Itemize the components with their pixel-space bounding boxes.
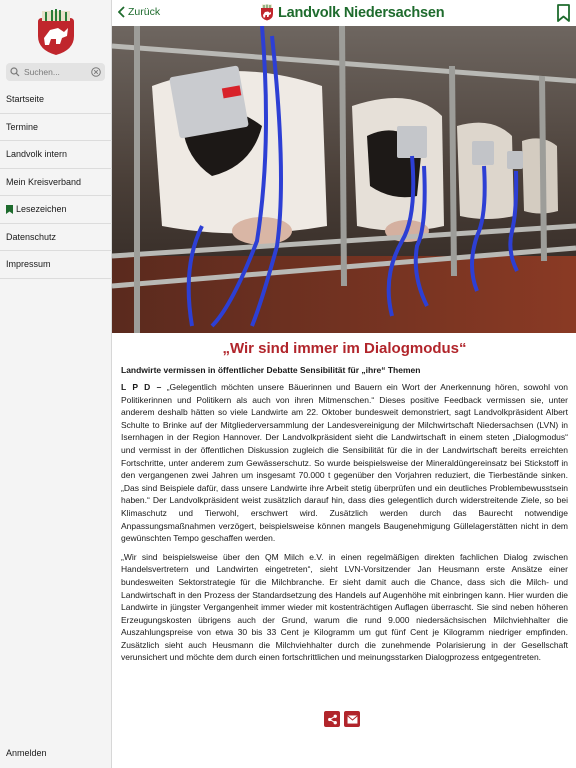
search-bar[interactable] [6,63,105,81]
top-bar [112,0,576,26]
sidebar-nav [0,86,112,279]
sidebar-item-mein-kreisverband[interactable] [0,169,112,197]
mail-icon [347,715,358,724]
brand [260,4,444,21]
clear-icon[interactable] [91,67,101,77]
sidebar-item-lesezeichen[interactable] [0,196,112,224]
sidebar-item-startseite[interactable] [0,86,112,114]
sidebar-item-label: Landvolk intern [6,149,68,160]
sidebar-item-label: Datenschutz [6,231,57,242]
brand-title: Landvolk Niedersachsen [278,4,445,21]
share-icon [327,714,338,725]
sidebar [0,0,112,768]
article-subtitle: Landwirte vermissen in öffentlicher Debatte Sensibilität für „ihre“ Themen [121,365,421,375]
back-chevron-icon [118,6,125,18]
article-actions [324,711,360,727]
article-paragraph [121,381,568,545]
hero-image [112,26,576,333]
login-link[interactable]: Anmelden [6,748,47,758]
search-input[interactable] [24,67,86,77]
share-button[interactable] [324,711,340,727]
sidebar-item-label: Termine [6,121,39,132]
sidebar-item-datenschutz[interactable] [0,224,112,252]
sidebar-item-impressum[interactable] [0,251,112,279]
back-button[interactable] [118,6,160,18]
sidebar-item-termine[interactable] [0,114,112,142]
search-icon [10,67,20,77]
article-paragraph: „Wir sind beispielsweise über den QM Milch e.V. in einen regelmäßigen direkten fachlichen Dialog zwischen Handelsvertretern und Landwirten eingetreten“, sieht LVN-Vorsitzender Jan Heusmann erste Ansätze einer bundesweiten Sektorstrategie für die Milchbranche. Er sieht damit auch die Chance, dass sich die Milch- und Landwirtschaft in den Prozess der Standardsetzung des Handels auf Augenhöhe mit einbringen kann. Hier wurden die Landwirte in jüngster Vergangenheit immer wieder mit kostenträchtigen Auflagen überrascht. Sie sind neben höheren Erzeugungskosten übrigens auch der Grund, warum die rund 9.000 niedersächsischen Milchviehhalter die Auszahlungspreise von etwa 30 bis 33 Cent je Kilogramm um gut fünf Cent je Kilogramm niedriger empfinden. Zusätzlich sieht auch Heusmann die Milchviehhalter durch die zunehmende Polarisierung in der Gesellschaft verunsichert und möchte dem durch einen fortschrittlichen und meinungsstarken Dialogprozess entgegentreten. [121,551,568,663]
brand-logo-icon [260,4,274,21]
article-title: „Wir sind immer im Dialogmodus“ [222,340,467,357]
sidebar-item-label: Mein Kreisverband [6,176,82,187]
mail-button[interactable] [344,711,360,727]
sidebar-item-label: Lesezeichen [16,204,67,215]
sidebar-item-label: Impressum [6,259,51,270]
sidebar-item-landvolk-intern[interactable] [0,141,112,169]
article-lead: L P D – [121,382,163,392]
bookmark-icon [6,205,13,214]
article-paragraph-text: „Gelegentlich möchten unsere Bäuerinnen und Bauern ein Wort der Anerkennung hören, sowohl von Politikerinnen und Politikern als auch von ihren Mitmenschen.“ Dieses positive Feedback vermissen sie, unter anderem deshalb hätten so viele Landwirte am 22. Oktober bundesweit demonstriert, sagt Landvolkpräsident Albert Schulte to Brinke auf der Mitgliederversammlung der Landesvereinigung der Milchwirtschaft Niedersachsen (LVN) in Isernhagen in der Region Hannover. Der Landvolkpräsident sieht die Landwirtschaft in einem steten „Dialogmodus“ und vermisst in der öffentlichen Diskussion zugleich die Sensibilität für die in der Landwirtschaft bereits erreichten Fortschritte, unter anderem zum Gewässerschutz. So wurde beispielsweise der Mineraldüngereinsatz bei Stickstoff in den vergangenen zwei Jahren um insgesamt 70.000 t gegenüber den Vorjahren reduziert, die Tierbestände sinken. „Das sind Beispiele dafür, dass unsere Landwirte ihre Arbeit stetig überprüfen und ein deutliches Problembewusstsein haben.“ Der Landvolkpräsident weist zusätzlich darauf hin, dass dies gelegentlich durch widerstreitende Ziele, so bei Klimaschutz und Tierwohl, erschwert wird. Zusätzlich werden durch das Baurecht notwendige Anpassungsmaßnahmen verzögert, beispielsweise können mangels Baugenehmigung Güllelagerstätten nicht in dem gewünschten Tempo geschaffen werden. [121,382,568,544]
article [121,340,568,670]
bookmark-icon[interactable] [557,4,570,22]
back-label: Zurück [128,6,161,18]
logo-icon[interactable] [34,8,78,56]
sidebar-item-label: Startseite [6,94,45,105]
